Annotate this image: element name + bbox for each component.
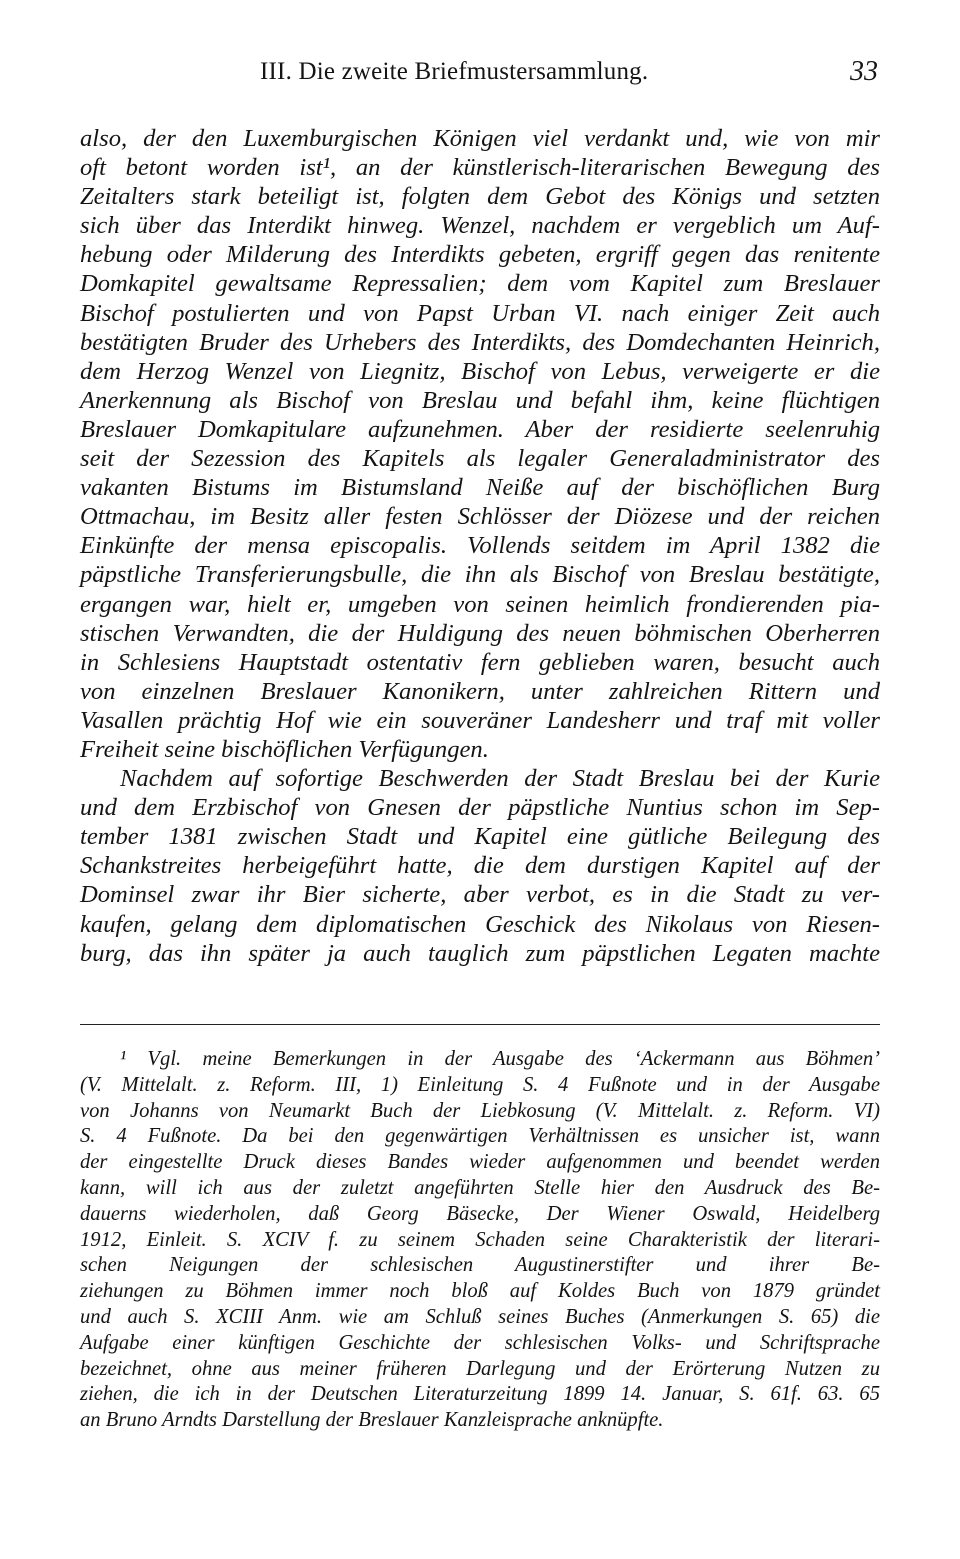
text-line: Breslauer Domkapitulare aufzunehmen. Aber der residierte seelenruhig bbox=[80, 415, 880, 443]
text-line: Zeitalters stark beteiligt ist, folgten dem Gebot des Königs und setzten bbox=[80, 183, 880, 211]
footnote-line: der eingestellte Druck dieses Bandes wieder aufgenommen und beendet werden bbox=[80, 1151, 880, 1174]
text-line: hebung oder Milderung des Interdikts gebeten, ergriff gegen das renitente bbox=[80, 241, 880, 269]
text-line: stischen Verwandten, die der Huldigung des neuen böhmischen Oberherren bbox=[80, 619, 880, 647]
text-line: und dem Erzbischof von Gnesen der päpstliche Nuntius schon im Sep- bbox=[80, 794, 880, 822]
text-line: ergangen war, hielt er, umgeben von seinen heimlich frondierenden pia- bbox=[80, 590, 880, 618]
text-line: Domkapitel gewaltsame Repressalien; dem vom Kapitel zum Breslauer bbox=[80, 270, 880, 298]
footnote-line: von Johanns von Neumarkt Buch der Liebkosung (V. Mittelalt. z. Reform. VI) bbox=[80, 1099, 880, 1122]
footnote-line: an Bruno Arndts Darstellung der Breslauer Kanzleisprache anknüpfte. bbox=[80, 1409, 664, 1432]
footnote-line: dauerns wiederholen, daß Georg Bäsecke, Der Wiener Oswald, Heidelberg bbox=[80, 1202, 880, 1225]
page-header bbox=[80, 58, 880, 98]
text-line: Ottmachau, im Besitz aller festen Schlösser der Diözese und der reichen bbox=[80, 503, 880, 531]
footnote-line: (V. Mittelalt. z. Reform. III, 1) Einleitung S. 4 Fußnote und in der Ausgabe bbox=[80, 1073, 880, 1096]
text-line: in Schlesiens Hauptstadt ostentativ fern geblieben waren, besucht auch bbox=[80, 648, 880, 676]
text-line: bestätigten Bruder des Urhebers des Interdikts, des Domdechanten Heinrich, bbox=[80, 328, 880, 356]
footnote-line: und auch S. XCIII Anm. wie am Schluß seines Buches (Anmerkungen S. 65) die bbox=[80, 1305, 880, 1328]
running-title: III. Die zweite Briefmustersammlung. bbox=[260, 58, 649, 85]
text-line: Anerkennung als Bischof von Breslau und befahl ihm, keine flüchtigen bbox=[80, 386, 880, 414]
footnote-line: Aufgabe einer künftigen Geschichte der schlesischen Volks- und Schriftsprache bbox=[80, 1331, 880, 1354]
paragraph-first-line: Nachdem auf sofortige Beschwerden der Stadt Breslau bei der Kurie bbox=[120, 765, 880, 793]
footnote-line: ziehungen zu Böhmen immer noch bloß auf Koldes Buch von 1879 gründet bbox=[80, 1280, 880, 1303]
footnote-line: S. 4 Fußnote. Da bei den gegenwärtigen Verhältnissen es unsicher ist, wann bbox=[80, 1125, 880, 1148]
text-line: also, der den Luxemburgischen Königen viel verdankt und, wie von mir bbox=[80, 125, 880, 152]
text-line: vakanten Bistums im Bistumsland Neiße auf der bischöflichen Burg bbox=[80, 474, 880, 502]
text-line: kaufen, gelang dem diplomatischen Geschick des Nikolaus von Riesen- bbox=[80, 910, 880, 938]
text-line: tember 1381 zwischen Stadt und Kapitel eine gütliche Beilegung des bbox=[80, 823, 880, 851]
text-line: Bischof postulierten und von Papst Urban VI. nach einiger Zeit auch bbox=[80, 299, 880, 327]
footnote-divider bbox=[80, 1024, 880, 1025]
text-line: dem Herzog Wenzel von Liegnitz, Bischof von Lebus, verweigerte er die bbox=[80, 357, 880, 385]
text-line: Schankstreites herbeigeführt hatte, die dem durstigen Kapitel auf der bbox=[80, 852, 880, 880]
footnote-line: ziehen, die ich in der Deutschen Literaturzeitung 1899 14. Januar, S. 61f. 63. 65 bbox=[80, 1383, 880, 1406]
text-line: Freiheit seine bischöflichen Verfügungen. bbox=[80, 735, 489, 763]
page-number: 33 bbox=[850, 56, 878, 87]
text-line: burg, das ihn später ja auch tauglich zum päpstlichen Legaten machte bbox=[80, 939, 880, 967]
text-line: Vasallen prächtig Hof wie ein souveräner Landesherr und traf mit voller bbox=[80, 706, 880, 734]
text-line: seit der Sezession des Kapitels als legaler Generaladministrator des bbox=[80, 445, 880, 473]
text-line: sich über das Interdikt hinweg. Wenzel, nachdem er vergeblich um Auf- bbox=[80, 212, 880, 240]
main-text bbox=[80, 124, 880, 968]
text-line: oft betont worden ist¹, an der künstlerisch-literarischen Bewegung des bbox=[80, 154, 880, 182]
footnotes bbox=[80, 1047, 880, 1434]
footnote-line: 1912, Einleit. S. XCIV f. zu seinem Schaden seine Charakteristik der literari- bbox=[80, 1228, 880, 1251]
footnote-line: ¹ Vgl. meine Bemerkungen in der Ausgabe des ‘Ackermann aus Böhmen’ bbox=[120, 1048, 880, 1070]
footnote-line: schen Neigungen der schlesischen Augustinerstifter und ihrer Be- bbox=[80, 1254, 880, 1277]
text-line: päpstliche Transferierungsbulle, die ihn als Bischof von Breslau bestätigte, bbox=[80, 561, 880, 589]
text-line: Dominsel zwar ihr Bier sicherte, aber verbot, es in die Stadt zu ver- bbox=[80, 881, 880, 909]
footnote-line: kann, will ich aus der zuletzt angeführten Stelle hier den Ausdruck des Be- bbox=[80, 1176, 880, 1199]
text-line: Einkünfte der mensa episcopalis. Vollends seitdem im April 1382 die bbox=[80, 532, 880, 560]
footnote-line: bezeichnet, ohne aus meiner früheren Darlegung und der Erörterung Nutzen zu bbox=[80, 1357, 880, 1380]
text-line: von einzelnen Breslauer Kanonikern, unter zahlreichen Rittern und bbox=[80, 677, 880, 705]
